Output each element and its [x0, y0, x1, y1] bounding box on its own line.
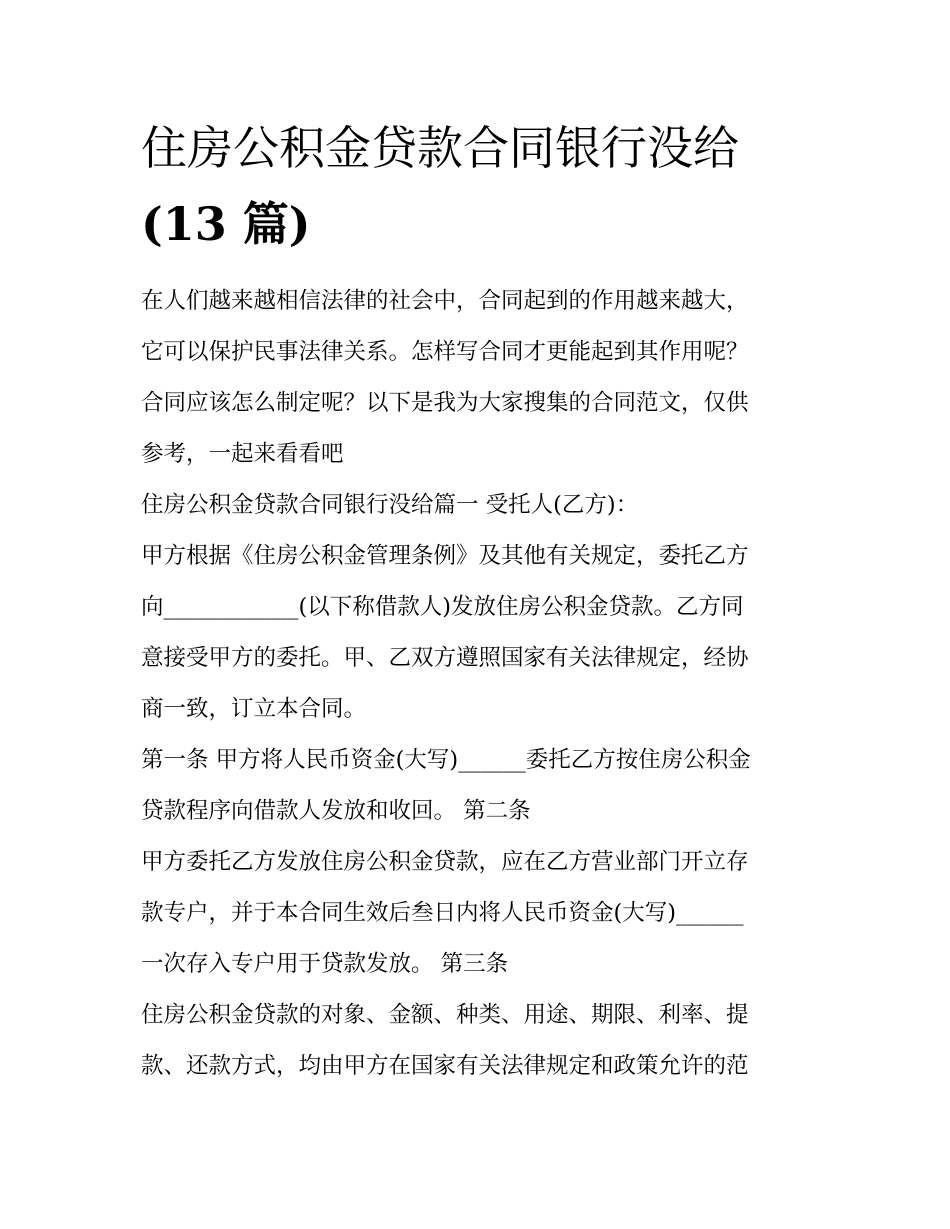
body-line: 款专户，并于本合同生效后叁日内将人民币资金(大写)______	[141, 900, 744, 926]
body-line: 在人们越来越相信法律的社会中，合同起到的作用越来越大，	[141, 288, 749, 314]
body-line: 贷款程序向借款人发放和收回。 第二条	[141, 798, 531, 824]
body-line: 甲方委托乙方发放住房公积金贷款，应在乙方营业部门开立存	[141, 849, 749, 875]
title-line-1: 住房公积金贷款合同银行没给	[141, 121, 739, 175]
body-line: 商一致，订立本合同。	[141, 696, 367, 722]
body-line: 参考，一起来看看吧	[141, 441, 344, 467]
title-line-2: (13 篇)	[141, 197, 311, 251]
body-line: 意接受甲方的委托。甲、乙双方遵照国家有关法律规定，经协	[141, 645, 749, 671]
body-line: 第一条 甲方将人民币资金(大写)______委托乙方按住房公积金	[141, 747, 751, 773]
body-line: 向____________(以下称借款人)发放住房公积金贷款。乙方同	[141, 594, 744, 620]
body-line: 一次存入专户用于贷款发放。 第三条	[141, 951, 509, 977]
body-line: 住房公积金贷款的对象、金额、种类、用途、期限、利率、提	[141, 1002, 749, 1028]
body-line: 甲方根据《住房公积金管理条例》及其他有关规定，委托乙方	[141, 543, 749, 569]
body-line: 它可以保护民事法律关系。怎样写合同才更能起到其作用呢？	[141, 339, 749, 365]
body-line: 合同应该怎么制定呢？以下是我为大家搜集的合同范文，仅供	[141, 390, 749, 416]
document-body	[141, 276, 821, 1092]
body-line: 款、还款方式，均由甲方在国家有关法律规定和政策允许的范	[141, 1053, 749, 1079]
body-line: 住房公积金贷款合同银行没给篇一 受托人(乙方)：	[141, 492, 639, 518]
document-title	[141, 110, 821, 262]
